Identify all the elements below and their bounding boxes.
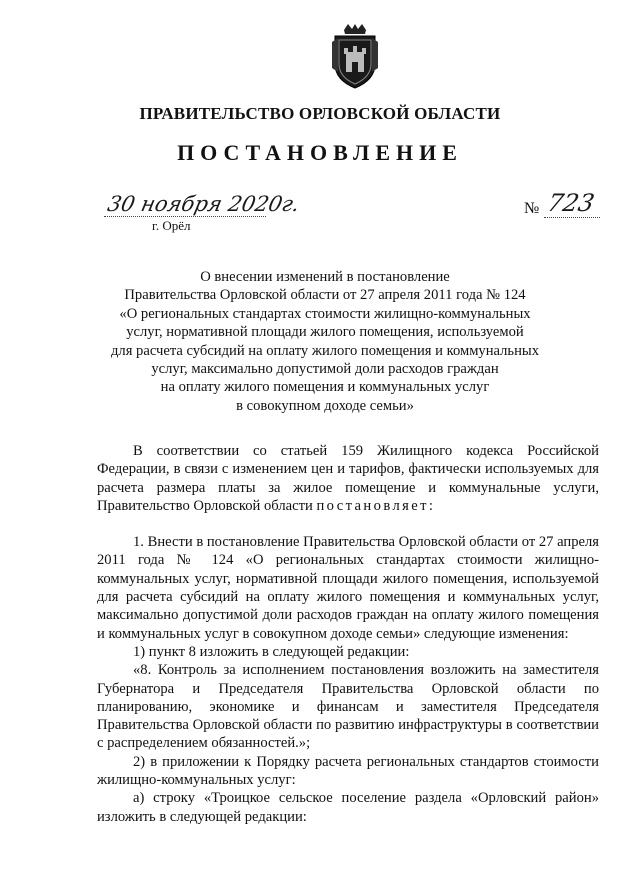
handwritten-date: 30 ноября 2020г. [105, 192, 302, 216]
handwritten-number: 723 [545, 189, 597, 217]
item-1-paragraph: 1. Внести в постановление Правительства Орловской области от 27 апреля 2011 года № 124 «О региональных стандартах стоимости жилищно-коммунальных услуг, нормативной площади жилого помещения, используемой для расчета субсидий на оплату жилого помещения и коммунальных услуг, максимально допустимой доли расходов граждан на оплату жилого помещения и коммунальных услуг в совокупном доходе семьи» следующие изменения: [97, 534, 599, 642]
subject-line: для расчета субсидий на оплату жилого помещения и коммунальных [110, 342, 539, 359]
decree-word: постановляет: [316, 497, 436, 514]
subject-line: услуг, максимально допустимой доли расходов граждан [151, 361, 499, 378]
document-type: ПОСТАНОВЛЕНИЕ [177, 140, 463, 165]
subject-line: услуг, нормативной площади жилого помещения, используемой [126, 324, 524, 341]
document-body [97, 442, 599, 826]
city-label: г. Орёл [152, 218, 191, 233]
number-underline [544, 217, 600, 218]
subject-line: О внесении изменений в постановление [200, 269, 450, 285]
subject-line: «О региональных стандартах стоимости жилищно-коммунальных [119, 305, 531, 322]
item-1-2-paragraph: 2) в приложении к Порядку расчета региональных стандартов стоимости жилищно-коммунальных услуг: [97, 753, 599, 789]
item-1-2-a-paragraph: а) строку «Троицкое сельское поселение раздела «Орловский район» изложить в следующей редакции: [97, 790, 599, 825]
coat-of-arms-emblem [330, 24, 380, 90]
preamble-text: В соответствии со статьей 159 Жилищного кодекса Российской Федерации, в связи с изменением цен и тарифов, фактически используемых для расчета размера платы за жилое помещение и коммунальные услуги, Правительство Орловской области [97, 443, 599, 514]
date-underline [104, 215, 266, 217]
subject-line: Правительства Орловской области от 27 апреля 2011 года № 124 [124, 287, 526, 304]
preamble-paragraph [97, 442, 599, 515]
item-1-1-paragraph: 1) пункт 8 изложить в следующей редакции: [133, 643, 410, 660]
item-1-1-quote-paragraph: «8. Контроль за исполнением постановления возложить на заместителя Губернатора и Председателя Правительства Орловской области по планированию, экономике и финансам и заместителя Председателя Правительства Орловской области по развитию инфраструктуры в соответствии с распределением обязанностей.»; [97, 662, 599, 752]
subject-line: в совокупном доходе семьи» [236, 397, 414, 414]
document-subject [90, 268, 560, 415]
subject-line: на оплату жилого помещения и коммунальных услуг [160, 379, 490, 396]
number-label: № [524, 200, 540, 217]
organization-title: ПРАВИТЕЛЬСТВО ОРЛОВСКОЙ ОБЛАСТИ [139, 104, 501, 123]
